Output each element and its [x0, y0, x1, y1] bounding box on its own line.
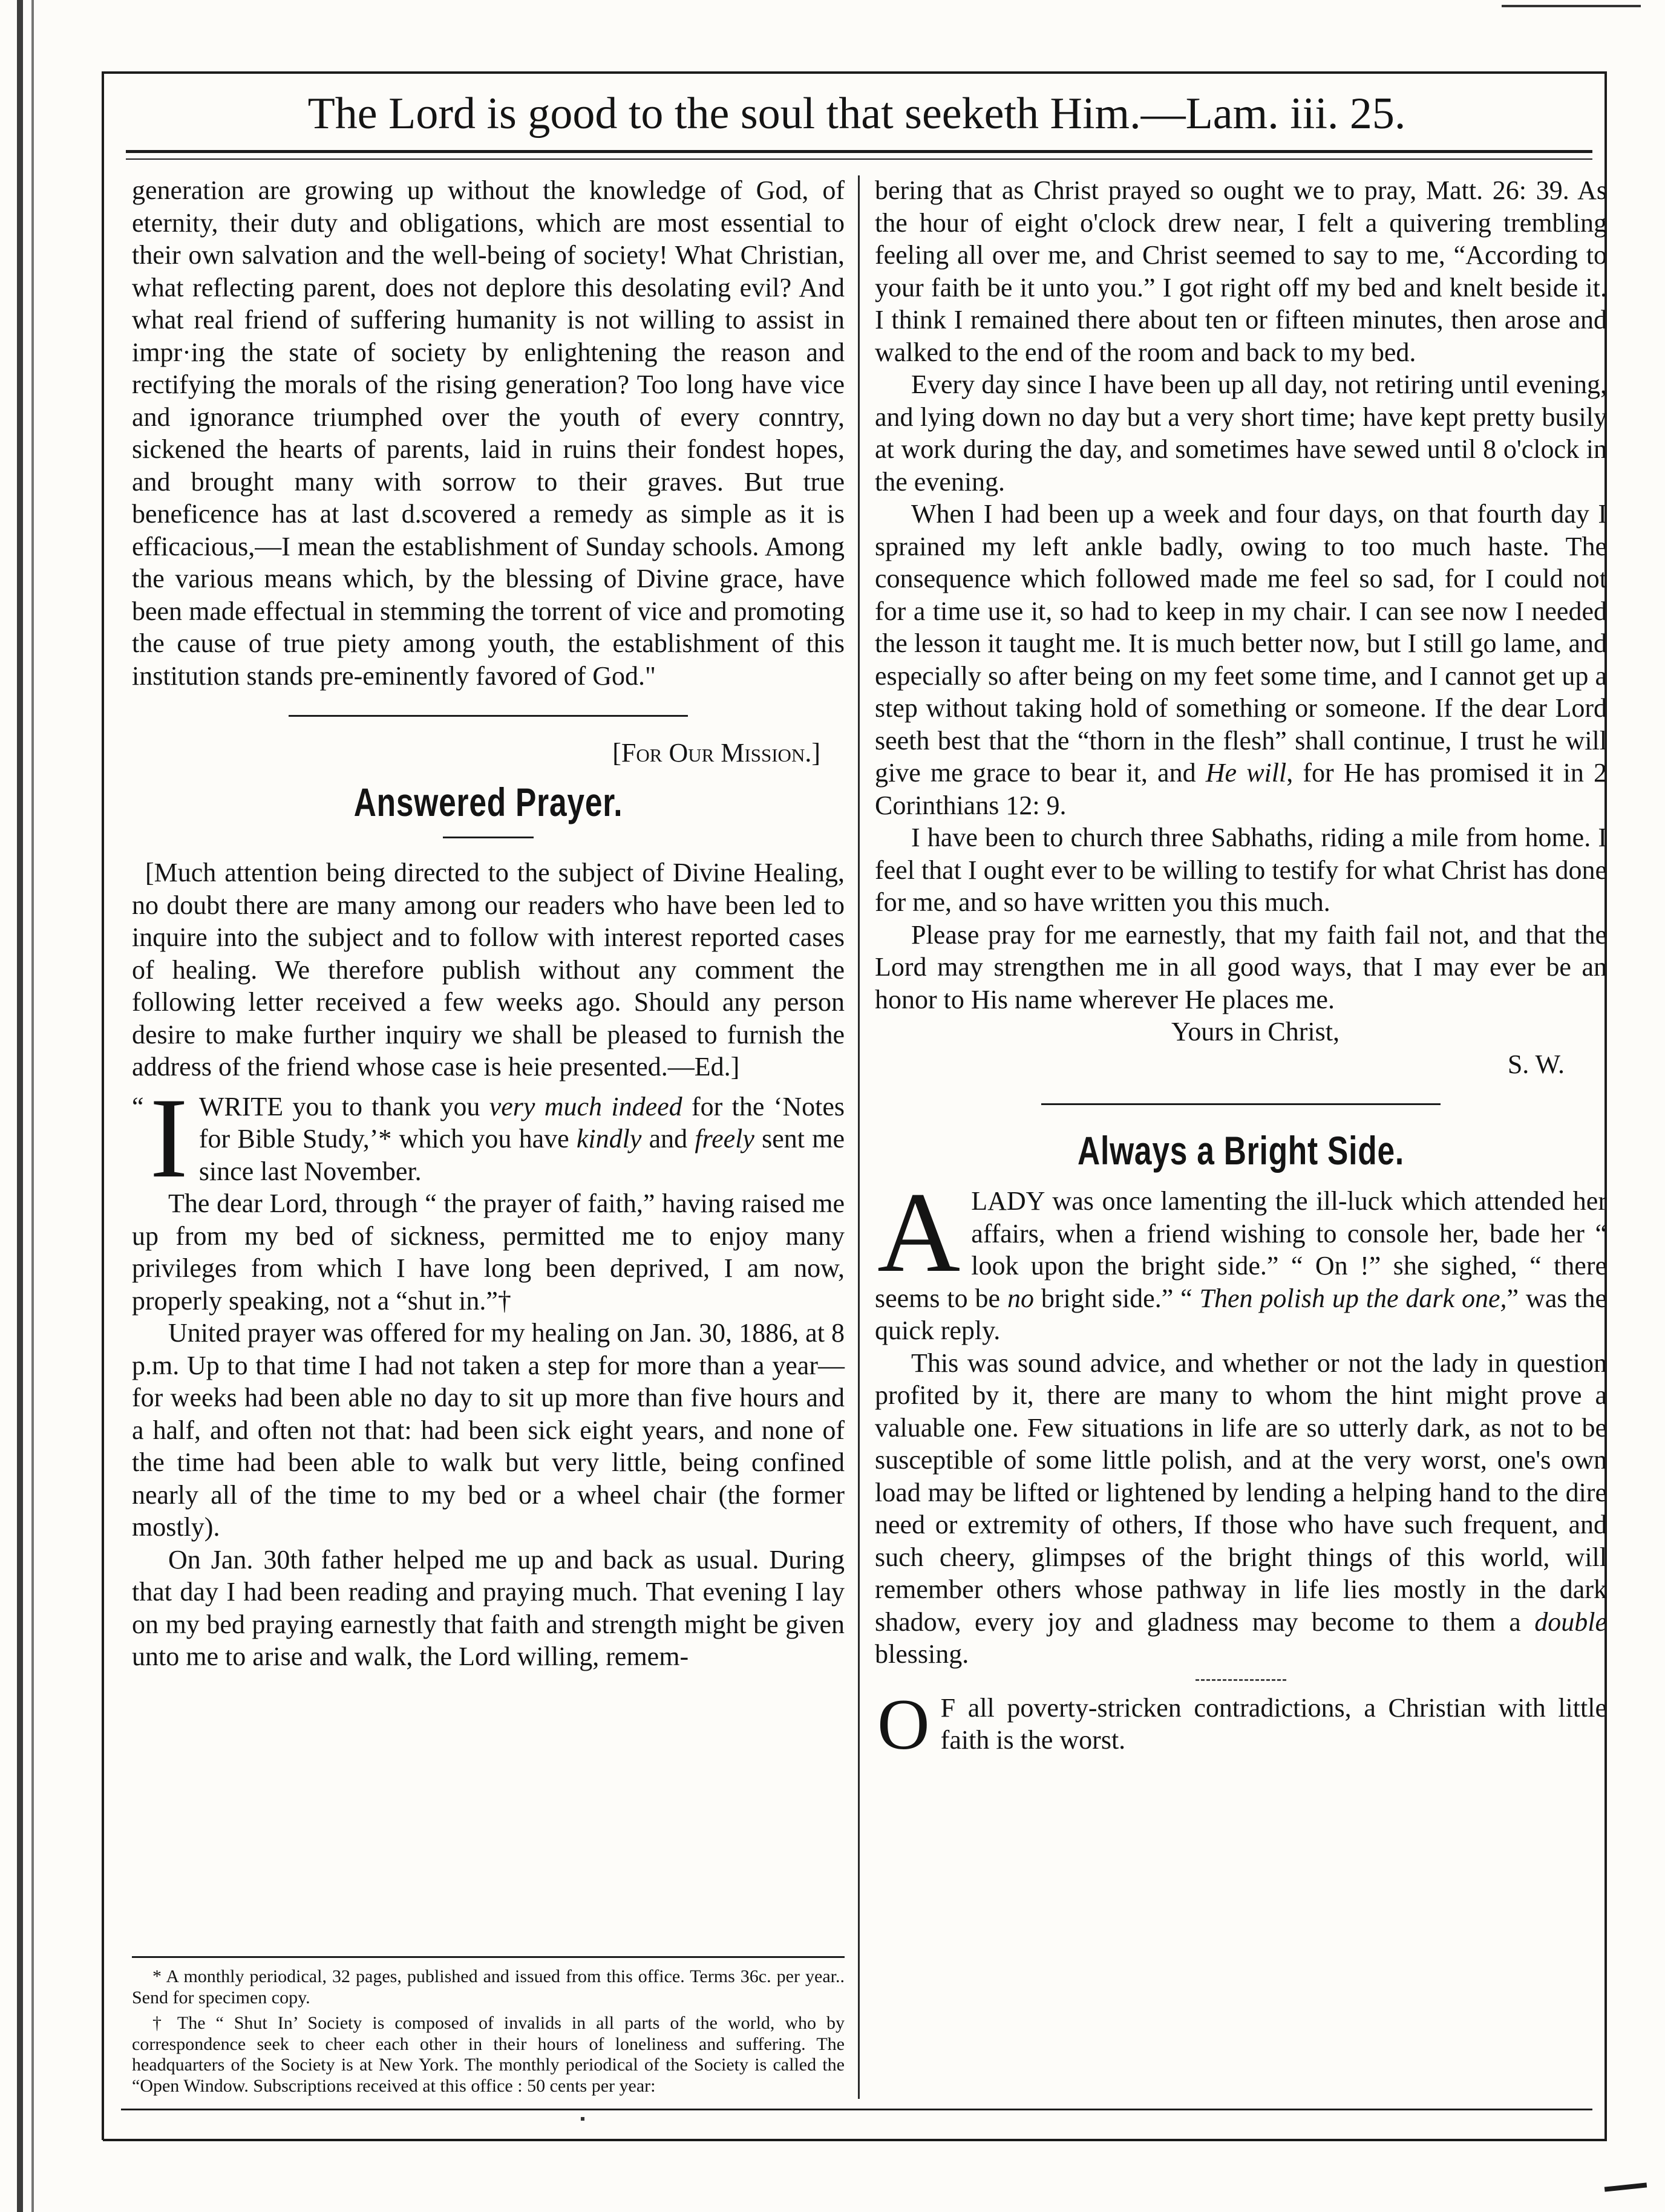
letter-paragraph-5: bering that as Christ prayed so ought we to pray, Matt. 26: 39. As the hour of eight o'clock drew near, I felt a quivering trembling feeling all over me, and Christ seemed to say to me, “According to your faith be it unto you.” I got right off my bed and knelt beside it. I think I remained there about ten or fifteen minutes, then arose and walked to the end of the room and back to my bed.	[875, 175, 1607, 367]
footnote-shut-in-society: † The “ Shut In’ Society is composed of invalids in all parts of the world, who by correspondence seek to cheer each other in their hours of loneliness and suffering. The headquarters of the Society is at New York. The monthly periodical of the Society is called the “Open Window. Subscriptions received at this office : 50 cents per year:	[132, 2013, 845, 2096]
drop-cap-o: O	[877, 1683, 930, 1764]
letter-signature: S. W.	[1507, 1049, 1565, 1079]
title-underline	[443, 837, 534, 838]
letter-paragraph-8: I have been to church three Sabhaths, riding a mile from home. I feel that I ought ever to be willing to testify for what Christ has done for me, and so have written you this much.	[875, 823, 1607, 917]
letter-paragraph-7: When I had been up a week and four days, on that fourth day I sprained my left ankle badly, owing to too much haste. The consequence which followed made me feel so sad, for I could not for a time use it, so had to keep in my chair. I can see now I needed the lesson it taught me. It is much better now, but I still go lame, and especially so after being on my feet some time, and I cannot get up a step without taking hold of something or someone. If the dear Lord seeth best that the “thorn in the flesh” shall continue, I trust he will give me grace to bear it, and He will, for He has promised it in 2 Corinthians 12: 9.	[875, 499, 1607, 820]
bottom-mark	[581, 2117, 584, 2121]
running-head: The Lord is good to the soul that seeketh Him.—Lam. iii. 25.	[307, 89, 1406, 139]
bright-side-paragraph-1: ALADY was once lamenting the ill-luck which attended her affairs, when a friend wishing to console her, bade her “ look upon the bright side.” “ On !” she sighed, “ there seems to be no bright side.” “ Then polish up the dark one,” was the quick reply.	[875, 1169, 1607, 1345]
article-title-always-a-bright-side: Always a Bright Side.	[1078, 1128, 1404, 1173]
bottom-rule	[121, 2109, 1592, 2110]
frame-bottom-border	[103, 2139, 1607, 2141]
frame-left-border	[102, 71, 104, 2140]
drop-cap-i: I	[149, 1074, 188, 1202]
letter-closing: Yours in Christ,	[1171, 1017, 1340, 1046]
continued-paragraph: generation are growing up without the knowledge of God, of eternity, their duty and obligations, which are most essential to their own salvation and the well-being of society! What Christian, what reflecting parent, does not deplore this desolating evil? And what real friend of suffering humanity is not willing to assist in impr·ing the state of society by enlightening the reason and rectifying the morals of the rising generation? Too long have vice and ignorance triumphed over the youth of every conntry, sickened the hearts of parents, laid in ruins their fondest hopes, and brought many with sorrow to their graves. But true beneficence has at last d.scovered a remedy as simple as it is efficacious,—I mean the establishment of Sunday schools. Among the various means which, by the blessing of Divine grace, have been made effectual in stemming the torrent of vice and promoting the cause of true piety among youth, the establishment of this institution stands pre-eminently favored of God."	[132, 175, 845, 691]
open-quote: “	[132, 1091, 144, 1121]
scan-edge-shadow	[17, 0, 23, 2212]
editorial-note: [Much attention being directed to the subject of Divine Healing, no doubt there are many among our readers who have been led to inquire into the subject and to follow with interest reported cases of healing. We therefore publish without any comment the following letter received a few weeks ago. Should any person desire to make further inquiry we shall be pleased to furnish the address of the friend whose case is heie presented.—Ed.]	[132, 858, 845, 1082]
letter-paragraph-2: The dear Lord, through “ the prayer of faith,” having raised me up from my bed of sickness, permitted me to enjoy many privileges from which I have long been deprived, I am now, properly speaking, not a “shut in.”†	[132, 1189, 845, 1316]
footnote-periodical: * A monthly periodical, 32 pages, published and issued from this office. Terms 36c. per year.. Send for specimen copy.	[132, 1966, 845, 2008]
drop-cap-a: A	[877, 1169, 961, 1296]
header-rule-thin	[126, 158, 1592, 160]
scan-mark	[1604, 2182, 1647, 2191]
column-divider	[858, 175, 860, 2099]
letter-paragraph-3: United prayer was offered for my healing on Jan. 30, 1886, at 8 p.m. Up to that time I had not taken a step for more than a year—for weeks had been able no day to sit up more than five hours and a half, and often not that: had been sick eight years, and none of the time had been able to walk but very little, being confined nearly all of the time to my bed or a wheel chair (the former mostly).	[132, 1318, 845, 1542]
filler-paragraph: O F all poverty-stricken contradictions, a Christian with little faith is the worst.	[877, 1683, 1607, 1764]
letter-paragraph-1: “ I WRITE you to thank you very much indeed for the ‘Notes for Bible Study,’* which you have kindly and freely sent me since last November.	[132, 1074, 845, 1202]
footnotes	[132, 1956, 845, 2101]
filler-divider	[1196, 1679, 1286, 1681]
left-column	[132, 174, 845, 1673]
article-title-answered-prayer: Answered Prayer.	[353, 780, 623, 824]
scan-edge-line	[31, 0, 34, 2212]
section-divider	[289, 715, 688, 717]
header-rule-thick	[126, 150, 1592, 153]
letter-paragraph-4: On Jan. 30th father helped me up and back as usual. During that day I had been reading and praying much. That evening I lay on my bed praying earnestly that faith and strength might be given unto me to arise and walk, the Lord willing, remem-	[132, 1544, 845, 1671]
letter-paragraph-6: Every day since I have been up all day, not retiring until evening, and lying down no day but a very short time; have kept pretty busily at work during the day, and sometimes have sewed until 8 o'clock in the evening.	[875, 370, 1607, 497]
source-note: [For Our Mission.]	[612, 738, 820, 768]
right-column	[875, 174, 1607, 1764]
bright-side-paragraph-2: This was sound advice, and whether or not the lady in question profited by it, there are many to whom the hint might prove a valuable one. Few situations in life are so utterly dark, as not to be susceptible of some little polish, and at the very worst, one's own load may be lifted or lightened by lending a helping hand to the dire need or extremity of others, If those who have such frequent, and such cheery, glimpses of the bright things of this world, will remember others whose pathway in life lies mostly in the dark shadow, every joy and gladness may become to them a double blessing.	[875, 1348, 1607, 1669]
letter-paragraph-9: Please pray for me earnestly, that my faith fail not, and that the Lord may strengthen me in all good ways, that I may ever be an honor to His name wherever He places me.	[875, 919, 1607, 1014]
section-divider-right	[1041, 1103, 1441, 1105]
corner-mark	[1502, 5, 1641, 7]
frame-top-border	[103, 71, 1607, 74]
